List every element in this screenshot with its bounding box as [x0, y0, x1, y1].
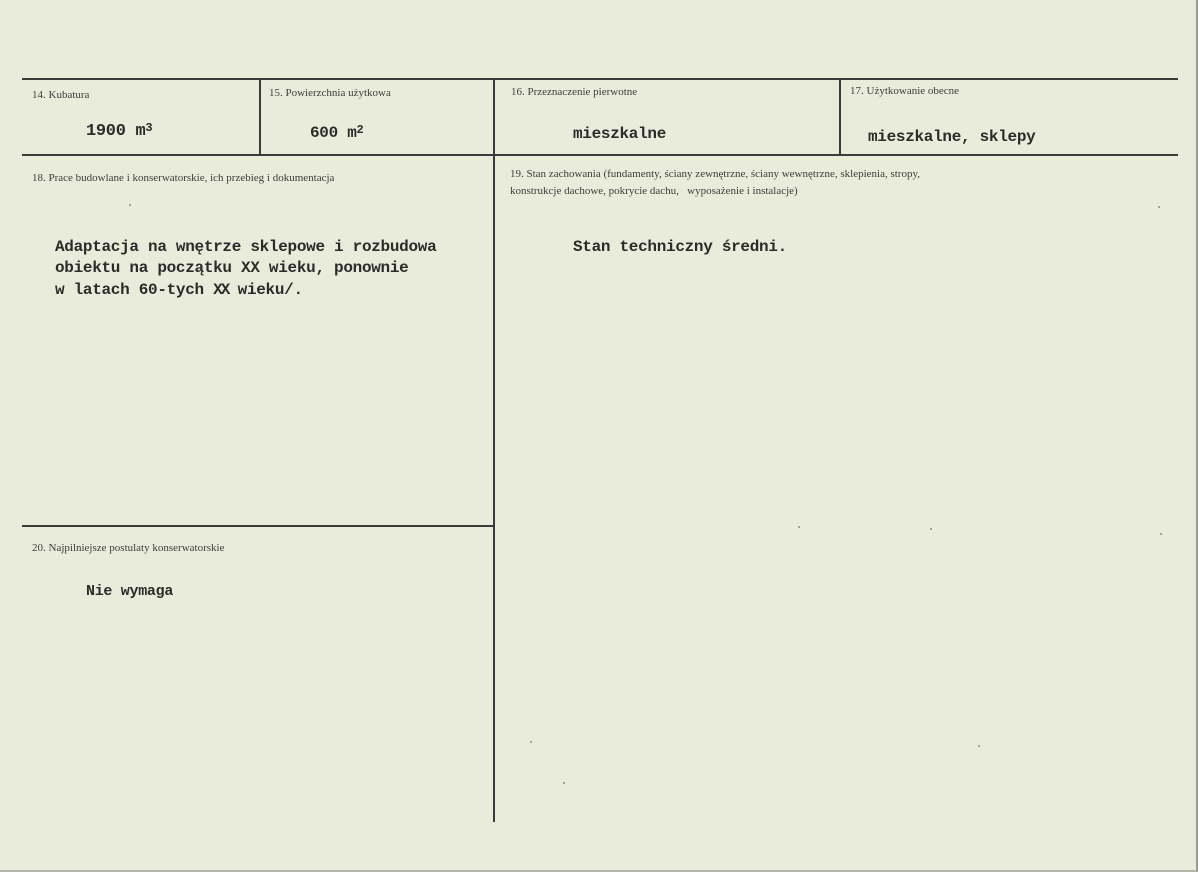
field-18-label: 18. Prace budowlane i konserwatorskie, ich przebieg i dokumentacja: [32, 172, 335, 184]
scan-speck: [1158, 206, 1160, 208]
divider-14-15: [259, 80, 261, 156]
scan-speck: [129, 204, 131, 206]
field-16-value: mieszkalne: [573, 125, 667, 143]
field-14-label: 14. Kubatura: [32, 89, 90, 101]
field-19-value: Stan techniczny średni.: [573, 238, 787, 256]
field-14-value: [86, 122, 152, 141]
field-18-line-1: Adaptacja na wnętrze sklepowe i rozbudowa: [55, 238, 437, 256]
field-17-value: mieszkalne, sklepy: [868, 128, 1036, 146]
field-20-label: 20. Najpilniejsze postulaty konserwatorskie: [32, 542, 225, 554]
divider-16-17: [839, 80, 841, 156]
struck-text: XX: [213, 281, 229, 299]
field-18-line-3-end: wieku/.: [228, 281, 303, 299]
field-19-label-line-1: 19. Stan zachowania (fundamenty, ściany zewnętrzne, ściany wewnętrzne, sklepienia, stropy,: [510, 168, 921, 180]
scan-speck: [530, 741, 532, 743]
field-18-line-2: obiektu na początku XX wieku, ponownie: [55, 259, 409, 277]
kubatura-exponent: 3: [145, 121, 153, 135]
field-15-label: 15. Powierzchnia użytkowa: [269, 87, 391, 99]
field-20-value: Nie wymaga: [86, 583, 174, 600]
kubatura-value: 1900 m: [86, 122, 146, 141]
field-19-label-line-2: konstrukcje dachowe, pokrycie dachu, wyposażenie i instalacje): [510, 185, 798, 197]
field-18-line-3-start: w latach 60-tych: [55, 281, 214, 299]
scan-speck: [930, 528, 932, 530]
powierzchnia-exponent: 2: [356, 123, 364, 137]
divider-15-16: [493, 80, 495, 822]
scan-speck: [1160, 533, 1162, 535]
field-16-label: 16. Przeznaczenie pierwotne: [511, 86, 638, 98]
top-rule: [22, 78, 1178, 80]
powierzchnia-value: 600 m: [310, 124, 357, 142]
scan-speck: [978, 745, 980, 747]
scan-speck: [563, 782, 565, 784]
header-row-rule: [22, 154, 1178, 156]
section-18-20-rule: [22, 525, 494, 527]
field-17-label: 17. Użytkowanie obecne: [850, 85, 960, 97]
scan-speck: [798, 526, 800, 528]
field-15-value: [310, 124, 363, 142]
field-18-line-3: [55, 281, 303, 299]
